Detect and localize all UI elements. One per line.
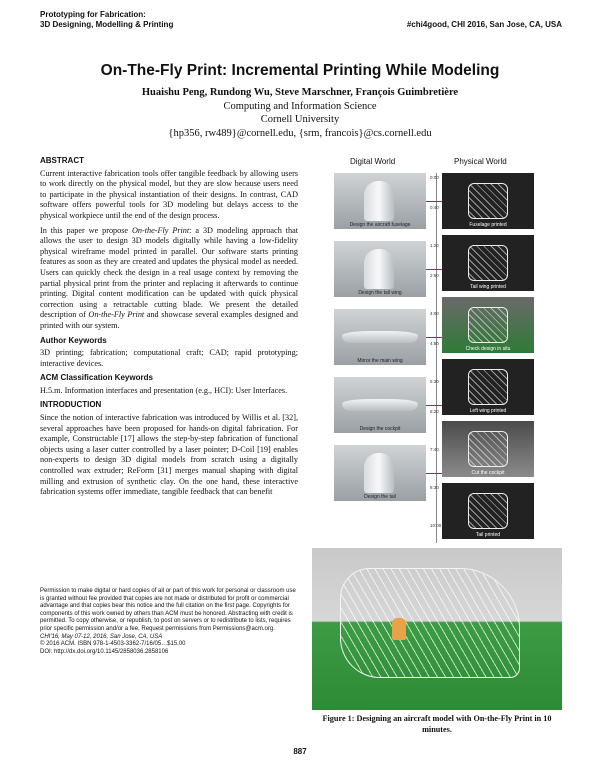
physical-photo bbox=[442, 235, 534, 291]
abstract-p2-emphasis: On-the-Fly Print bbox=[132, 225, 190, 235]
intro-text: Since the notion of interactive fabrication was introduced by Willis et al. [32], several approaches have been proposed for hands-on digital fabrication. For example, Constructable [17] allows the step-by-step fabrication of functional objects using a laser cutter controlled by a laser pointer; D-Coil [19] enables non-experts to design 3D digital models from scratch using a digitally controlled wax extruder; ReForm [31] merges manual shaping with digital milling and extrusion of synthetic clay. On the one hand, these interactive fabrication systems offer immediate, tangible feedback that can benefit bbox=[40, 413, 298, 497]
paper-title: On-The-Fly Print: Incremental Printing While Modeling bbox=[100, 62, 500, 79]
digital-panel bbox=[334, 309, 426, 365]
wing-render bbox=[342, 399, 418, 411]
physical-label: Fuselage printed bbox=[469, 222, 507, 228]
keywords-text: 3D printing; fabrication; computational craft; CAD; rapid prototyping; interactive devices. bbox=[40, 348, 298, 368]
timestamp: 5:30 bbox=[430, 379, 439, 384]
timeline-connector bbox=[426, 473, 442, 474]
final-aircraft-photo bbox=[312, 548, 562, 710]
timestamp: 1:20 bbox=[430, 243, 439, 248]
timeline-connector bbox=[426, 337, 442, 338]
intro-heading: INTRODUCTION bbox=[40, 400, 102, 410]
physical-label: Cut the cockpit bbox=[471, 470, 505, 476]
abstract-p2-part-c: and showcase several examples designed and printed with our system. bbox=[40, 310, 299, 330]
timestamp: 4:00 bbox=[430, 311, 439, 316]
physical-label: Check design in situ bbox=[465, 346, 511, 352]
digital-label: Design the tail bbox=[364, 494, 396, 500]
timestamp: 6:20 bbox=[430, 409, 439, 414]
wing-render bbox=[342, 331, 418, 343]
permission-block bbox=[40, 588, 298, 656]
timestamp: 7:40 bbox=[430, 447, 439, 452]
physical-photo bbox=[442, 359, 534, 415]
acm-heading: ACM Classification Keywords bbox=[40, 373, 153, 383]
wireframe-print bbox=[468, 307, 508, 343]
digital-label: Design the tail wing bbox=[358, 290, 402, 296]
header-left-line1: Prototyping for Fabrication: bbox=[40, 10, 146, 19]
header-left-line2: 3D Designing, Modelling & Printing bbox=[40, 20, 174, 29]
timestamp: 2:50 bbox=[430, 273, 439, 278]
running-header-left bbox=[40, 10, 173, 30]
physical-photo bbox=[442, 173, 534, 229]
running-header-right: #chi4good, CHI 2016, San Jose, CA, USA bbox=[406, 20, 562, 29]
digital-label: Design the aircraft fuselage bbox=[349, 222, 411, 228]
fuselage-render bbox=[364, 181, 394, 221]
physical-label: Tail wing printed bbox=[470, 284, 506, 290]
physical-label: Tail printed bbox=[475, 532, 501, 538]
author-block bbox=[0, 86, 600, 140]
timeline-connector bbox=[426, 201, 442, 202]
author-names: Huaishu Peng, Rundong Wu, Steve Marschner, François Guimbretière bbox=[141, 87, 459, 98]
timestamp: 0:40 bbox=[430, 205, 439, 210]
permission-doi: DOI: http://dx.doi.org/10.1145/2858036.2858106 bbox=[40, 648, 169, 655]
wireframe-print bbox=[468, 183, 508, 219]
digital-label: Design the cockpit bbox=[359, 426, 401, 432]
digital-panel bbox=[334, 377, 426, 433]
wireframe-print bbox=[468, 369, 508, 405]
acm-text: H.5.m. Information interfaces and presentation (e.g., HCI): User Interfaces. bbox=[40, 385, 288, 395]
timestamp: 10:00 bbox=[430, 523, 442, 528]
wireframe-print bbox=[468, 431, 508, 467]
permission-copyright: © 2016 ACM. ISBN 978-1-4503-3362-7/16/05…$15.00 bbox=[40, 641, 186, 648]
digital-panel bbox=[334, 241, 426, 297]
timeline-connector bbox=[426, 269, 442, 270]
aircraft-wireframe bbox=[340, 568, 520, 678]
permission-text: Permission to make digital or hard copies of all or part of this work for personal or classroom use is granted without fee provided that copies are not made or distributed for profit or commercial advantage and that copies bear this notice and the full citation on the first page. Copyrights for components of this work owned by others than ACM must be honored. Abstracting with credit is permitted. To copy otherwise, or republish, to post on servers or to redistribute to lists, requires prior specific permission and/or a fee. Request permissions from Permissions@acm.org. bbox=[40, 588, 296, 632]
physical-photo bbox=[442, 483, 534, 539]
figure-1 bbox=[312, 155, 562, 544]
physical-world-heading: Physical World bbox=[454, 157, 507, 166]
abstract-heading: ABSTRACT bbox=[40, 156, 84, 165]
abstract-paragraph-1: Current interactive fabrication tools offer tangible feedback by allowing users to work directly on the physical model, but they are slow because users need to participate in the physical instantiation of their designs. In contrast, CAD software offers powerful tools for 3D modeling but delays access to the physical workpiece until the end of the design process. bbox=[40, 168, 298, 220]
abstract-paragraph-2 bbox=[40, 226, 298, 332]
timeline-connector bbox=[426, 405, 442, 406]
digital-label: Mirror the main wing bbox=[357, 358, 403, 364]
digital-panel bbox=[334, 445, 426, 501]
author-emails: {hp356, rw489}@cornell.edu, {srm, francois}@cs.cornell.edu bbox=[168, 127, 432, 139]
timestamp: 8:30 bbox=[430, 485, 439, 490]
keywords-heading: Author Keywords bbox=[40, 335, 107, 345]
affiliation-dept: Computing and Information Science bbox=[223, 100, 377, 112]
left-column bbox=[40, 152, 298, 502]
physical-photo bbox=[442, 421, 534, 477]
page-number: 887 bbox=[293, 747, 307, 756]
fuselage-render bbox=[364, 249, 394, 289]
fuselage-render bbox=[364, 453, 394, 493]
digital-panel bbox=[334, 173, 426, 229]
figure-caption: Figure 1: Designing an aircraft model with On-the-Fly Print in 10 minutes. bbox=[322, 714, 552, 734]
physical-photo bbox=[442, 297, 534, 353]
physical-label: Left wing printed bbox=[469, 408, 507, 414]
timestamp: 0:00 bbox=[430, 175, 439, 180]
abstract-p2-part-a: In this paper we propose bbox=[40, 225, 133, 235]
abstract-p2-emphasis-2: On-the-Fly Print bbox=[88, 310, 145, 320]
abstract-p2-part-b: : a 3D modeling approach that allows the user to design 3D models digitally while having a low-fidelity physical wireframe model printed in parallel. Our software starts printing features as soon as they are created and updates the physical model as needed. Users can quickly check the design in a real usage context by removing the partial physical print from the printer and replacing it afterwards to continue printing. Digital content modification can be updated with quick physical correction using a retractable cutting blade. We present the detailed description of bbox=[40, 225, 299, 320]
permission-venue: CHI'16, May 07-12, 2016, San Jose, CA, USA bbox=[40, 633, 163, 640]
lego-pilot-figure bbox=[392, 618, 406, 640]
digital-world-heading: Digital World bbox=[350, 157, 396, 166]
wireframe-print bbox=[468, 493, 508, 529]
affiliation-university: Cornell University bbox=[260, 114, 340, 125]
wireframe-print bbox=[468, 245, 508, 281]
timestamp: 4:50 bbox=[430, 341, 439, 346]
